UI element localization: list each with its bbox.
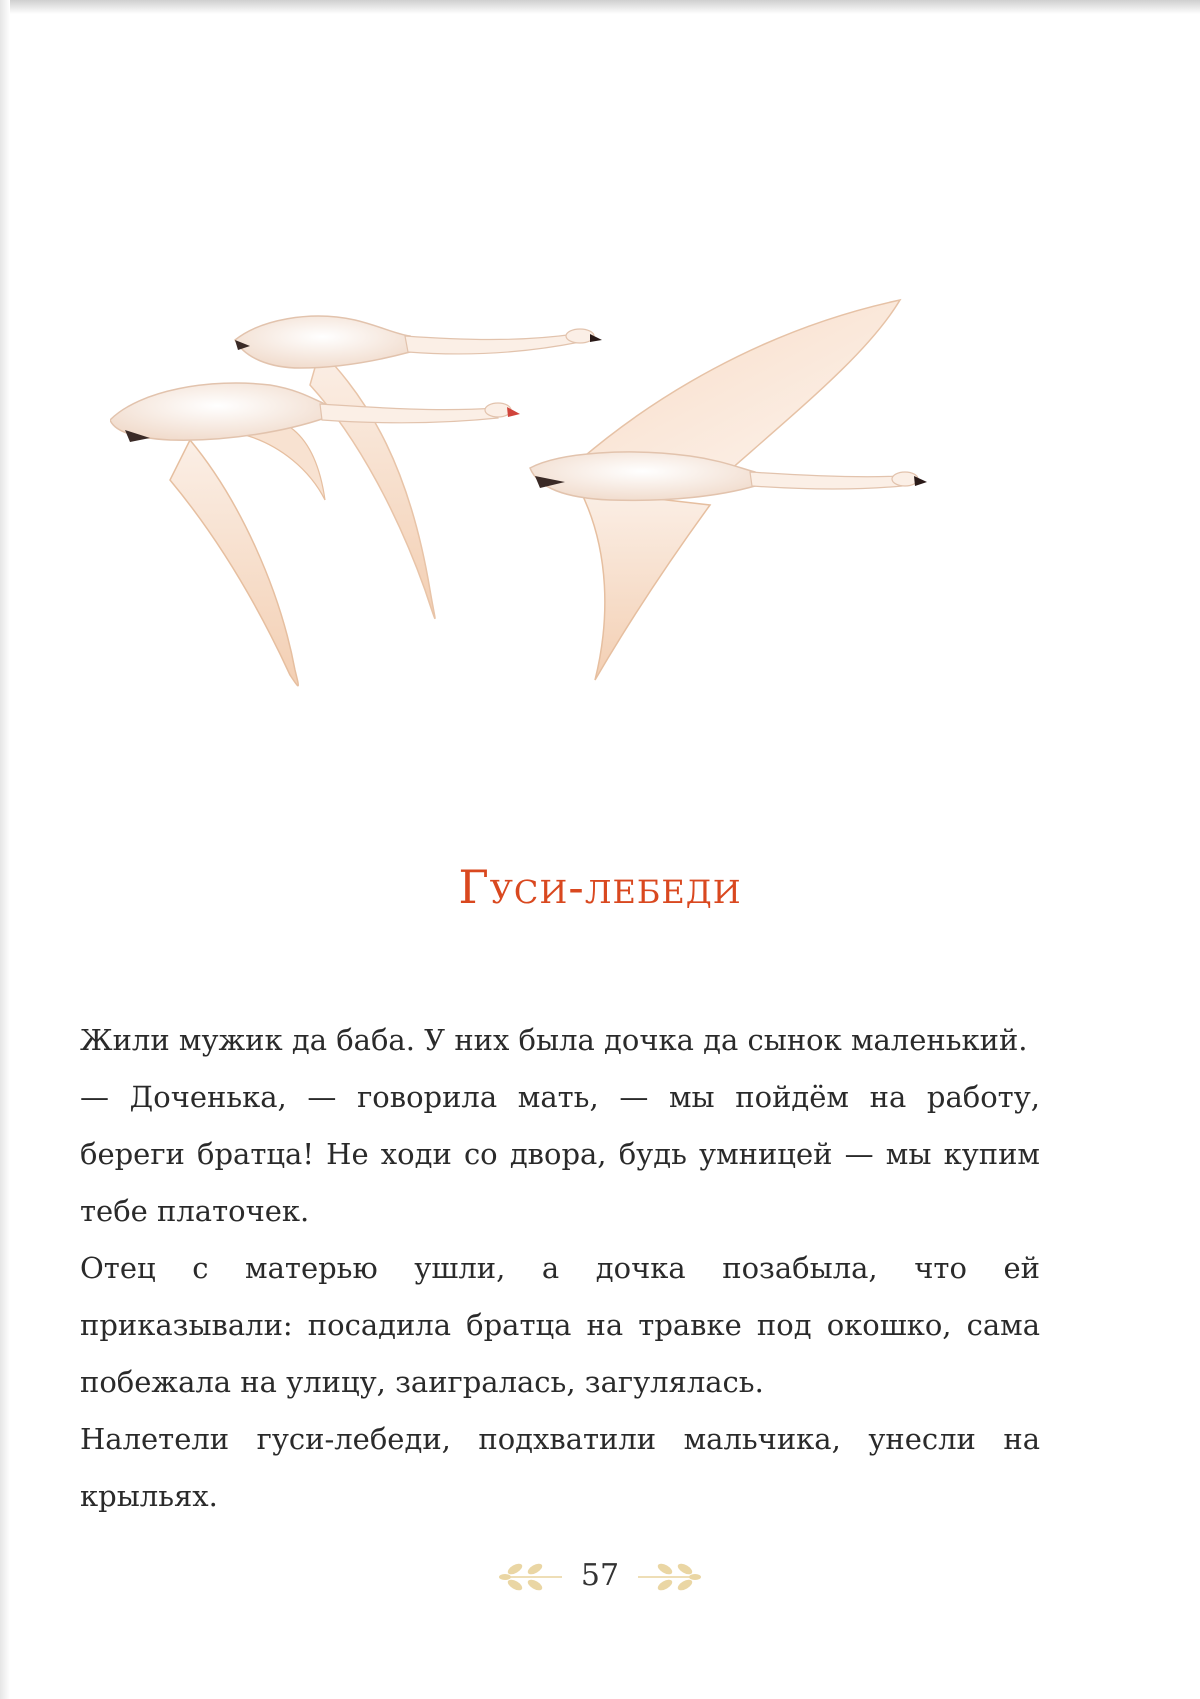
left-leaf-ornament-icon [497,1555,567,1595]
story-paragraph-1: Жили мужик да баба. У них была дочка да сынок маленький. [80,1023,1028,1057]
story-text [80,1012,1040,1525]
story-paragraph-3: Отец с матерью ушли, а дочка позабыла, что ей приказывали: посадила братца на травке под окошко, сама побежала на улицу, заигралась, загулялась. [80,1251,1040,1399]
story-title: Гуси-лебеди [458,860,742,914]
right-leaf-ornament-icon [633,1555,703,1595]
story-paragraph-2: — Доченька, — говорила мать, — мы пойдём на работу, береги братца! Не ходи со двора, будь умницей — мы купим тебе платочек. [80,1080,1040,1228]
page-edge-shadow-left [0,0,10,1699]
page-footer [0,1545,1200,1605]
swan-right [530,300,927,680]
page-number: 57 [580,1557,620,1593]
swan-left [110,383,520,686]
page-edge-shadow [0,0,1200,14]
flying-swans-illustration [110,290,1010,750]
story-paragraph-4: Налетели гуси-лебеди, подхватили мальчика, унесли на крыльях. [80,1422,1040,1513]
